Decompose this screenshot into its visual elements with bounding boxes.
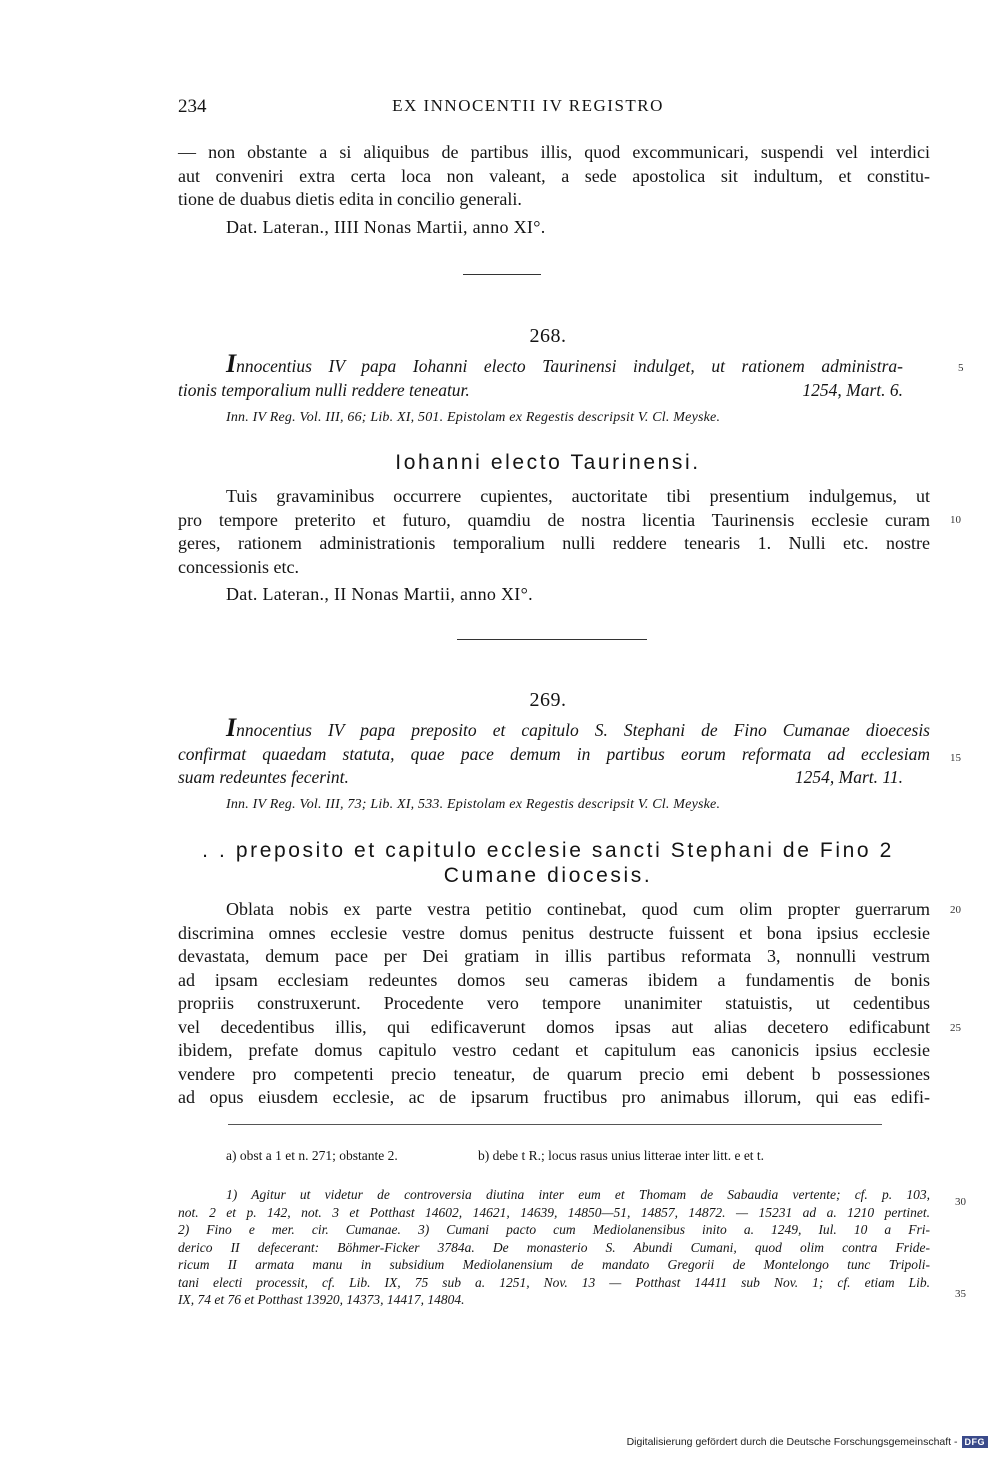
text-line: concessionis etc. [178, 556, 299, 577]
regest [178, 713, 930, 790]
text-line: devastata, demum pace per Dei gratiam in illis partibus reformata 3, nonnulli vestrum [178, 946, 930, 966]
margin-line-number: 35 [955, 1288, 966, 1300]
text-line: discrimina omnes ecclesie vestre domus penitus destructe fuissent et bona ipsius ecclesie [178, 922, 930, 943]
source-note: Inn. IV Reg. Vol. III, 66; Lib. XI, 501. Epistolam ex Regestis descripsit V. Cl. Meyske. [226, 410, 721, 425]
funding-footer [627, 1436, 988, 1448]
text-line: propriis construxerunt. Procedente vero tempore unanimiter statuistis, ut cedentibus [178, 993, 930, 1013]
dating-clause: Dat. Lateran., II Nonas Martii, anno XI°. [226, 584, 533, 604]
address-heading: Iohanni electo Taurinensi. [395, 451, 701, 474]
regest-line: Innocentius IV papa preposito et capitulo S. Stephani de Fino Cumanae dioecesis [226, 713, 930, 742]
address-heading [0, 838, 1000, 888]
text-line: ibidem, prefate domus capitulo vestro cedant et capitulum eas canonicis ipsius ecclesie [178, 1040, 930, 1060]
footnote-line: 2) Fino e mer. cir. Cumanae. 3) Cumani pacto cum Mediolanensibus inito a. 1249, Iul. 10 a Fri- [178, 1222, 930, 1237]
regest-line: confirmat quaedam statuta, quae pace demum in partibus eorum reformata ad ecclesiam [178, 743, 930, 764]
text-line: ad ipsam ecclesiam redeuntes domos seu cameras ibidem a fundamentis de bonis [178, 969, 930, 990]
page-number: 234 [178, 96, 207, 117]
footnote-line: derico II defecerant: Böhmer-Ficker 3784a. De monasterio S. Abundi Cumani, quod olim contra Fride- [178, 1239, 930, 1255]
funding-text: Digitalisierung gefördert durch die Deutsche Forschungsgemeinschaft - [626, 1436, 958, 1448]
margin-line-number: 20 [950, 904, 961, 916]
regest-line: suam redeuntes fecerint. 1254, Mart. 11. [178, 766, 903, 790]
dating-clause: Dat. Lateran., IIII Nonas Martii, anno XI°. [226, 217, 546, 237]
margin-line-number: 10 [950, 514, 961, 526]
text-line: ad opus eiusdem ecclesie, ac de ipsarum fructibus pro animabus illorum, qui eas edifi- [178, 1087, 930, 1107]
document-number: 269. [529, 689, 567, 711]
regest-date: 1254, Mart. 11. [794, 767, 903, 787]
text-line: vel decedentibus illis, qui edificaverunt domos ipsas aut alias decetero edificabunt [178, 1016, 930, 1037]
footnote-line: not. 2 et p. 142, not. 3 et Potthast 14602, 14621, 14639, 14850—51, 14857, 14872. — 15231 ad a. 1210 pertinet. [178, 1204, 930, 1220]
letter-text [178, 898, 930, 1110]
address-line: Cumane diocesis. [443, 864, 653, 887]
margin-line-number: 30 [955, 1196, 966, 1208]
regest-line: Innocentius IV papa Iohanni electo Taurinensi indulget, ut rationem administra- [226, 349, 903, 378]
text-line: Oblata nobis ex parte vestra petitio continebat, quod cum olim propter guerrarum [226, 899, 930, 919]
dfg-logo: DFG [962, 1436, 989, 1448]
footnote-line: ricum II armata manu in subsidium Mediolanensium de mandato Gregorii de Montelongo tunc Tripoli- [178, 1257, 930, 1272]
initial-letter: I [226, 713, 237, 742]
running-title: EX INNOCENTII IV REGISTRO [392, 96, 664, 115]
regest-line: tionis temporalium nulli reddere teneatur. 1254, Mart. 6. [178, 379, 903, 403]
regest-date: 1254, Mart. 6. [802, 379, 903, 400]
text-line: Tuis gravaminibus occurrere cupientes, auctoritate tibi presentium indulgemus, ut [226, 486, 930, 506]
footnote-line: 1) Agitur ut videtur de controversia diutina inter eum et Thomam de Sabaudia vertente; cf. p. 103, [226, 1187, 930, 1202]
separator-rule [457, 639, 647, 640]
margin-line-number: 25 [950, 1022, 961, 1034]
margin-line-number: 5 [958, 362, 964, 374]
text-line: geres, rationem administrationis temporalium nulli reddere tenearis 1. Nulli etc. nostre [178, 533, 930, 553]
text-line: — non obstante a si aliquibus de partibus illis, quod excommunicari, suspendi vel interdici [178, 142, 930, 162]
regest [178, 349, 903, 402]
initial-letter: I [226, 349, 237, 378]
text-line: vendere pro competenti precio teneatur, de quarum precio emi debent b possessiones [178, 1063, 930, 1084]
text-line: pro tempore preterito et futuro, quamdiu de nostra licentia Taurinensis ecclesie curam [178, 509, 930, 530]
text-line: aut conveniri extra certa loca non valeant, a sede apostolica sit indultum, et constitu- [178, 165, 930, 186]
address-line: . . preposito et capitulo ecclesie sancti Stephani de Fino 2 [202, 839, 894, 862]
document-number: 268. [529, 325, 567, 347]
variant-note-b: b) debe t R.; locus rasus unius litterae inter litt. e et t. [478, 1148, 765, 1163]
text-line: tione de duabus dietis edita in concilio generali. [178, 189, 522, 209]
footnote-line: IX, 74 et 76 et Potthast 13920, 14373, 14417, 14804. [178, 1292, 465, 1307]
footnotes [178, 1186, 930, 1309]
letter-text [178, 485, 930, 579]
footnote-rule [228, 1124, 882, 1125]
source-note: Inn. IV Reg. Vol. III, 73; Lib. XI, 533. Epistolam ex Regestis descripsit V. Cl. Meyske. [226, 797, 721, 812]
footnote-line: tani electi processit, cf. Lib. IX, 75 sub a. 1251, Nov. 13 — Potthast 14411 sub Nov. 1; cf. etiam Lib. [178, 1274, 930, 1290]
variant-note-a: a) obst a 1 et n. 271; obstante 2. [226, 1148, 398, 1163]
carryover-paragraph [178, 141, 930, 212]
margin-line-number: 15 [950, 752, 961, 764]
separator-rule [463, 274, 541, 275]
